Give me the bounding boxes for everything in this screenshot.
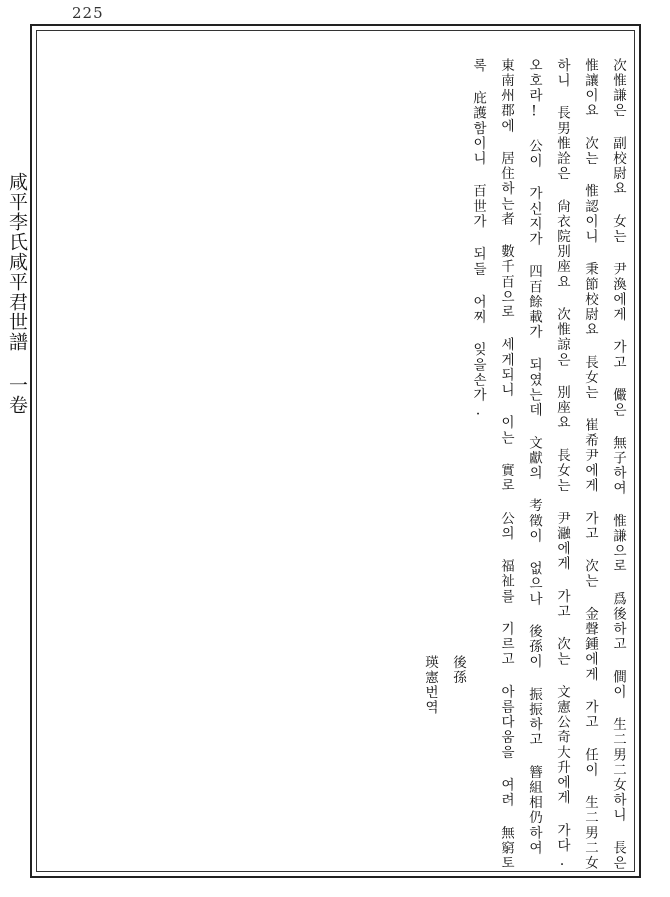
signature-name: 瑛憲 [422,655,438,686]
signature-role: 번역 [422,685,438,716]
signature-descendant-label: 後孫 [450,655,466,686]
page-number: 225 [72,4,104,22]
body-line: 오호라! 公이 가신지가 四百餘載가 되였는데 文獻의 考徵이 없으나 後孫이 振振하고 簪組相仍하여 [526,58,542,856]
side-title: 咸平李氏咸平君世譜 一卷 [6,172,28,415]
translator-signature [416,655,472,715]
body-line: 惟讓이요 次는 惟認이니 秉節校尉요 長女는 崔希尹에게 가고 次는 金聲鍾에게 가고 任이 生二男二女 [582,58,598,871]
body-line: 하니 長男惟詮은 尙衣院別座요 次惟諒은 別座요 長女는 尹瀜에게 가고 次는 文憲公奇大升에게 가다. [554,58,570,871]
body-line: 次惟謙은 副校尉요 女는 尹渙에게 가고 儼은 無子하여 惟謙으로 爲後하고 僴이 生二男二女하니 長은 [610,58,626,871]
signature-name-line [416,655,444,715]
body-line: 東南州郡에 居住하는者 數千百으로 세게되니 이는 實로 公의 福祉를 기르고 아름다움을 여려 無窮토 [498,58,514,871]
body-line: 록 庇護함이니 百世가 되들 어찌 잊을손가. [470,58,486,421]
body-text [464,58,632,871]
